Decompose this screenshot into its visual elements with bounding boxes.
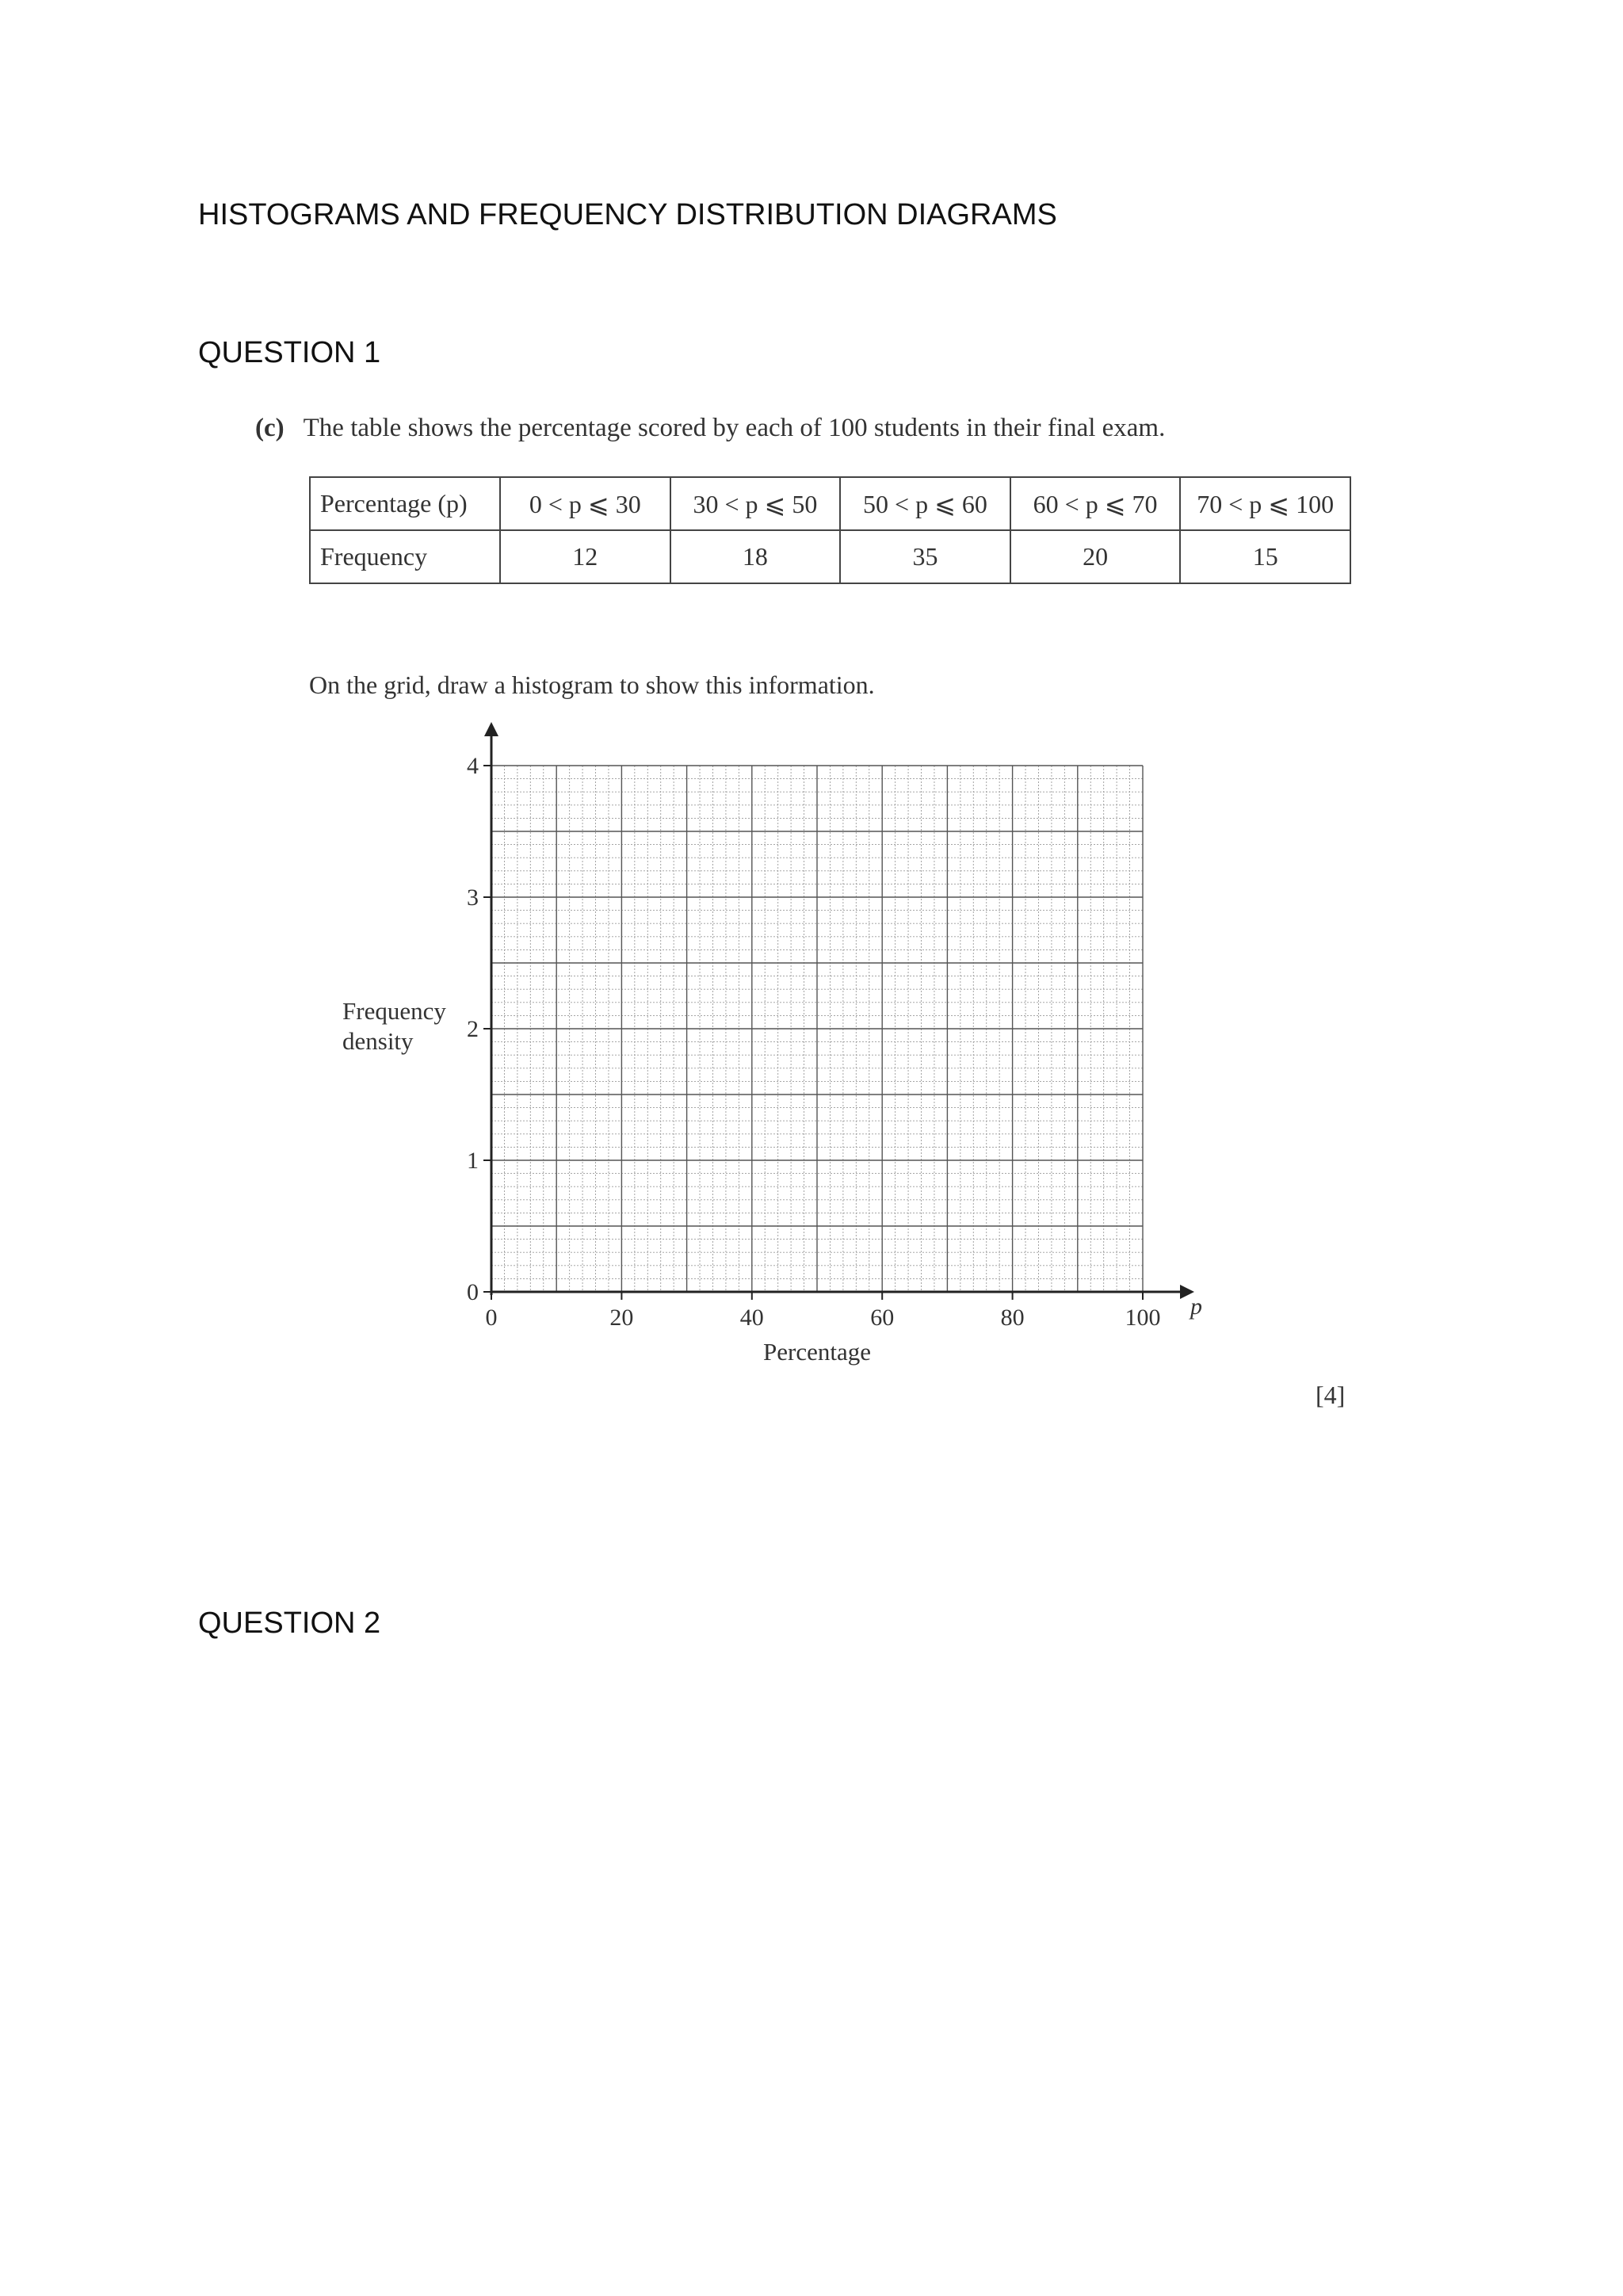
x-tick-label: 80 (1000, 1305, 1025, 1331)
histogram-grid-chart (317, 713, 1236, 1395)
x-tick-label: 60 (870, 1305, 895, 1331)
instruction-text: On the grid, draw a histogram to show this information. (309, 670, 875, 699)
document-title: HISTOGRAMS AND FREQUENCY DISTRIBUTION DIAGRAMS (198, 198, 1057, 231)
y-axis-label-line-1: Frequency (342, 997, 446, 1025)
x-axis-label: Percentage (763, 1338, 871, 1366)
part-label: (c) (255, 414, 285, 442)
question-1-heading: QUESTION 1 (198, 336, 381, 369)
y-tick-label: 3 (467, 884, 479, 911)
grid-major-lines (491, 766, 1143, 1292)
frequency-table (309, 476, 1351, 584)
x-axis-variable: p (1190, 1293, 1202, 1320)
table-cell-interval: 70 < p ⩽ 100 (1180, 477, 1350, 530)
table-cell-interval: 50 < p ⩽ 60 (840, 477, 1010, 530)
table-cell-interval: 60 < p ⩽ 70 (1010, 477, 1181, 530)
table-row-frequency (310, 530, 1350, 583)
part-text: The table shows the percentage scored by each of 100 students in their final exam. (303, 414, 1166, 442)
x-tick-label: 0 (485, 1305, 498, 1331)
y-axis-label-line-2: density (342, 1027, 414, 1055)
table-header-frequency: Frequency (310, 530, 500, 583)
table-cell-frequency: 18 (670, 530, 841, 583)
question-2-heading: QUESTION 2 (198, 1606, 381, 1640)
x-tick-label: 40 (739, 1305, 764, 1331)
question-part-c (255, 414, 1165, 443)
table-cell-frequency: 20 (1010, 530, 1181, 583)
x-tick-label: 100 (1125, 1305, 1161, 1331)
table-cell-interval: 0 < p ⩽ 30 (500, 477, 670, 530)
table-cell-frequency: 15 (1180, 530, 1350, 583)
table-row-percentage (310, 477, 1350, 530)
y-tick-label: 2 (467, 1016, 479, 1042)
y-tick-label: 1 (467, 1148, 479, 1174)
table-header-percentage: Percentage (p) (310, 477, 500, 530)
table-cell-frequency: 35 (840, 530, 1010, 583)
y-tick-label: 4 (467, 753, 479, 779)
table-cell-frequency: 12 (500, 530, 670, 583)
marks-label: [4] (1316, 1381, 1346, 1409)
table-cell-interval: 30 < p ⩽ 50 (670, 477, 841, 530)
x-tick-label: 20 (609, 1305, 634, 1331)
y-tick-label: 0 (467, 1279, 479, 1305)
